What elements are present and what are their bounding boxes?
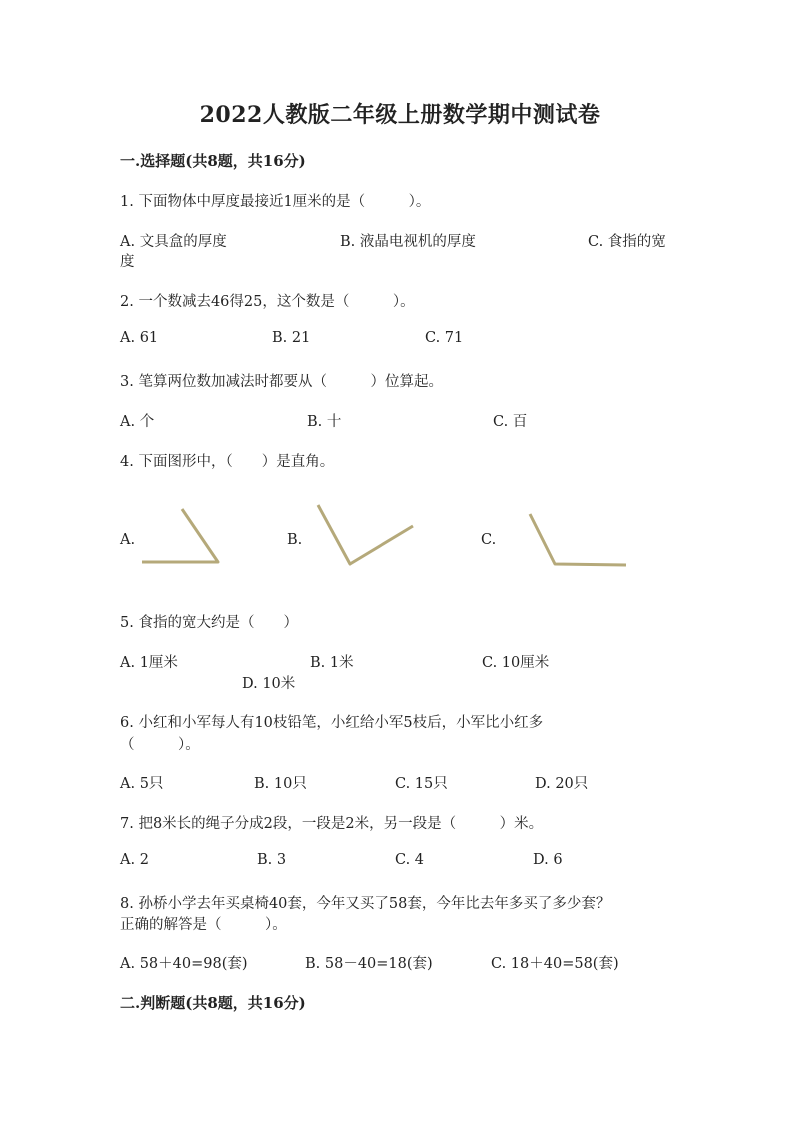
- q5-option-c[interactable]: C. 10厘米: [482, 655, 550, 671]
- q2-option-c[interactable]: C. 71: [425, 330, 464, 346]
- q4-angle-b-figure: [312, 500, 418, 570]
- q6-option-a[interactable]: A. 5只: [120, 776, 164, 792]
- question-5: 5. 食指的宽大约是（ ）: [120, 615, 298, 631]
- question-8: 8. 孙桥小学去年买桌椅40套，今年又买了58套，今年比去年多买了多少套？: [120, 896, 611, 912]
- q5-option-d[interactable]: D. 10米: [242, 676, 296, 692]
- q4-angle-c-figure: [524, 510, 630, 570]
- q6-option-b[interactable]: B. 10只: [254, 776, 307, 792]
- q2-option-b[interactable]: B. 21: [272, 330, 311, 346]
- q7-option-c[interactable]: C. 4: [395, 852, 425, 868]
- q8-option-a[interactable]: A. 58＋40=98(套): [120, 956, 248, 972]
- question-6: 6. 小红和小军每人有10枝铅笔，小红给小军5枝后，小军比小红多: [120, 715, 544, 731]
- q7-option-a[interactable]: A. 2: [120, 852, 149, 868]
- question-3: 3. 笔算两位数加减法时都要从（ ）位算起。: [120, 374, 443, 390]
- q8-option-b[interactable]: B. 58－40=18(套): [305, 956, 433, 972]
- q1-option-a[interactable]: A. 文具盒的厚度: [120, 234, 227, 250]
- section-heading-choice: 一.选择题(共8题，共16分): [120, 152, 306, 170]
- q4-option-c[interactable]: C.: [481, 532, 497, 548]
- q3-option-a[interactable]: A. 个: [120, 414, 155, 430]
- question-4: 4. 下面图形中，（ ）是直角。: [120, 454, 335, 470]
- question-8-cont: 正确的解答是（ ）。: [120, 917, 287, 933]
- q2-option-a[interactable]: A. 61: [120, 330, 159, 346]
- q6-option-c[interactable]: C. 15只: [395, 776, 448, 792]
- page-title: 2022人教版二年级上册数学期中测试卷: [199, 102, 601, 128]
- q6-option-d[interactable]: D. 20只: [535, 776, 589, 792]
- q4-option-b[interactable]: B.: [287, 532, 303, 548]
- question-6-cont: （ ）。: [120, 737, 200, 753]
- q5-option-b[interactable]: B. 1米: [310, 655, 354, 671]
- q1-option-c-wrap: 度: [120, 254, 135, 270]
- q5-option-a[interactable]: A. 1厘米: [120, 655, 178, 671]
- question-7: 7. 把8米长的绳子分成2段，一段是2米，另一段是（ ）米。: [120, 816, 544, 832]
- section-heading-judgment: 二.判断题(共8题，共16分): [120, 994, 306, 1012]
- q1-option-c[interactable]: C. 食指的宽: [588, 234, 666, 250]
- q7-option-b[interactable]: B. 3: [257, 852, 287, 868]
- q1-option-b[interactable]: B. 液晶电视机的厚度: [340, 234, 476, 250]
- q4-option-a[interactable]: A.: [120, 532, 136, 548]
- q7-option-d[interactable]: D. 6: [533, 852, 563, 868]
- question-1: 1. 下面物体中厚度最接近1厘米的是（ ）。: [120, 194, 431, 210]
- question-2: 2. 一个数减去46得25，这个数是（ ）。: [120, 294, 415, 310]
- q3-option-c[interactable]: C. 百: [493, 414, 528, 430]
- q3-option-b[interactable]: B. 十: [307, 414, 342, 430]
- q4-angle-a-figure: [138, 505, 224, 567]
- q8-option-c[interactable]: C. 18＋40=58(套): [491, 956, 619, 972]
